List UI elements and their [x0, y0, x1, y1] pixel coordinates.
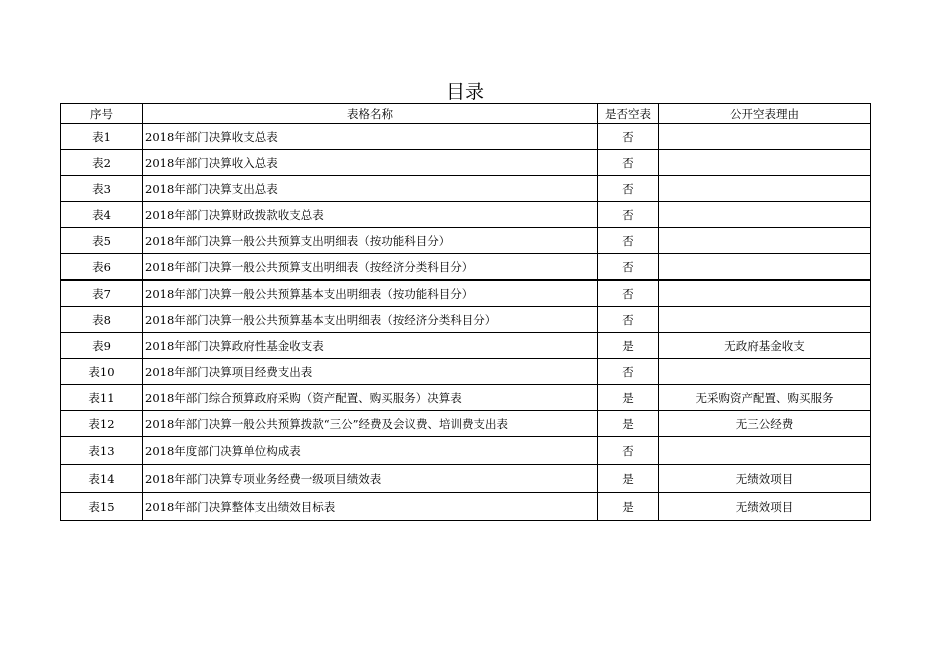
row-is-empty: 否: [598, 437, 659, 465]
row-index: 表7: [61, 280, 143, 307]
table-row: [61, 465, 871, 493]
row-reason: [659, 124, 871, 150]
row-is-empty: 是: [598, 411, 659, 437]
row-index: 表1: [61, 124, 143, 150]
row-index: 表6: [61, 254, 143, 281]
table-row: [61, 385, 871, 411]
row-reason: [659, 437, 871, 465]
row-is-empty: 否: [598, 176, 659, 202]
table-row: [61, 124, 871, 150]
row-reason: [659, 202, 871, 228]
table-row: [61, 437, 871, 465]
table-row: [61, 228, 871, 254]
row-name: 2018年部门综合预算政府采购（资产配置、购买服务）决算表: [143, 385, 598, 411]
row-index: 表13: [61, 437, 143, 465]
table-row: [61, 493, 871, 521]
row-is-empty: 是: [598, 333, 659, 359]
row-name: 2018年部门决算专项业务经费一级项目绩效表: [143, 465, 598, 493]
row-reason: [659, 307, 871, 333]
row-reason: 无绩效项目: [659, 465, 871, 493]
row-index: 表10: [61, 359, 143, 385]
row-index: 表12: [61, 411, 143, 437]
row-is-empty: 是: [598, 465, 659, 493]
row-is-empty: 否: [598, 307, 659, 333]
row-index: 表14: [61, 465, 143, 493]
header-row: [61, 104, 871, 124]
row-reason: [659, 280, 871, 307]
row-index: 表2: [61, 150, 143, 176]
row-reason: [659, 150, 871, 176]
row-is-empty: 是: [598, 385, 659, 411]
row-reason: [659, 359, 871, 385]
row-index: 表11: [61, 385, 143, 411]
row-is-empty: 是: [598, 493, 659, 521]
row-name: 2018年部门决算一般公共预算支出明细表（按经济分类科目分）: [143, 254, 598, 281]
catalog-table: [60, 103, 871, 521]
row-index: 表4: [61, 202, 143, 228]
row-reason: 无采购资产配置、购买服务: [659, 385, 871, 411]
table-row: [61, 176, 871, 202]
row-is-empty: 否: [598, 202, 659, 228]
row-is-empty: 否: [598, 280, 659, 307]
row-index: 表15: [61, 493, 143, 521]
row-name: 2018年部门决算支出总表: [143, 176, 598, 202]
header-is-empty: 是否空表: [598, 104, 659, 124]
row-name: 2018年部门决算财政拨款收支总表: [143, 202, 598, 228]
table-row: [61, 359, 871, 385]
row-is-empty: 否: [598, 228, 659, 254]
header-reason: 公开空表理由: [659, 104, 871, 124]
row-name: 2018年部门决算一般公共预算基本支出明细表（按经济分类科目分）: [143, 307, 598, 333]
table-row: [61, 411, 871, 437]
row-index: 表8: [61, 307, 143, 333]
table-row: [61, 150, 871, 176]
row-name: 2018年部门决算项目经费支出表: [143, 359, 598, 385]
table-row: [61, 202, 871, 228]
row-reason: 无三公经费: [659, 411, 871, 437]
row-reason: [659, 228, 871, 254]
row-is-empty: 否: [598, 150, 659, 176]
row-is-empty: 否: [598, 359, 659, 385]
table-row: [61, 333, 871, 359]
row-reason: [659, 254, 871, 281]
row-is-empty: 否: [598, 124, 659, 150]
table-row: [61, 254, 871, 281]
row-name: 2018年部门决算一般公共预算支出明细表（按功能科目分）: [143, 228, 598, 254]
row-is-empty: 否: [598, 254, 659, 281]
row-reason: [659, 176, 871, 202]
row-name: 2018年部门决算一般公共预算基本支出明细表（按功能科目分）: [143, 280, 598, 307]
table-row: [61, 307, 871, 333]
header-name: 表格名称: [143, 104, 598, 124]
page-title: 目录: [445, 81, 484, 103]
table-row: [61, 280, 871, 307]
row-reason: 无绩效项目: [659, 493, 871, 521]
row-index: 表9: [61, 333, 143, 359]
row-name: 2018年部门决算一般公共预算拨款“三公”经费及会议费、培训费支出表: [143, 411, 598, 437]
row-name: 2018年部门决算整体支出绩效目标表: [143, 493, 598, 521]
row-name: 2018年部门决算政府性基金收支表: [143, 333, 598, 359]
row-name: 2018年部门决算收支总表: [143, 124, 598, 150]
row-name: 2018年度部门决算单位构成表: [143, 437, 598, 465]
header-index: 序号: [61, 104, 143, 124]
row-index: 表3: [61, 176, 143, 202]
row-reason: 无政府基金收支: [659, 333, 871, 359]
row-name: 2018年部门决算收入总表: [143, 150, 598, 176]
row-index: 表5: [61, 228, 143, 254]
